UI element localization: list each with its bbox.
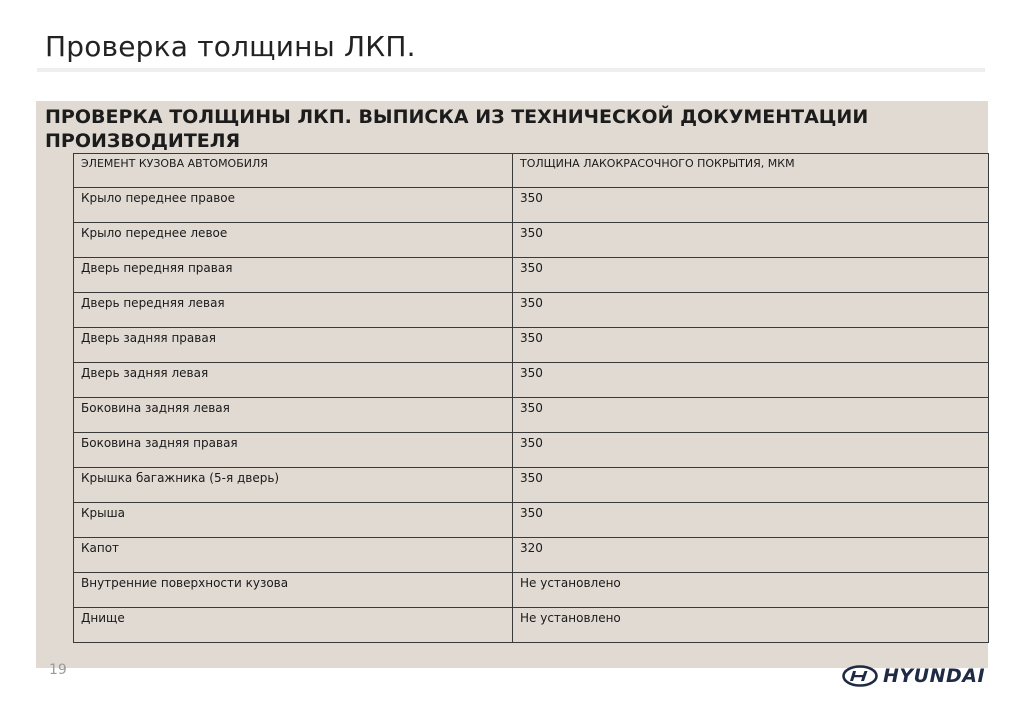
thickness-value-cell: 350 (513, 468, 989, 503)
body-element-cell: Крыша (74, 503, 513, 538)
table-row (74, 608, 989, 643)
thickness-value-cell: 350 (513, 398, 989, 433)
body-element-cell: Крышка багажника (5-я дверь) (74, 468, 513, 503)
body-element-cell: Внутренние поверхности кузова (74, 573, 513, 608)
thickness-value-cell: 350 (513, 223, 989, 258)
thickness-value-cell: 350 (513, 503, 989, 538)
thickness-value-cell: Не установлено (513, 608, 989, 643)
thickness-value-cell: 350 (513, 433, 989, 468)
thickness-value-cell: Не установлено (513, 573, 989, 608)
table-row (74, 223, 989, 258)
column-header-thickness: ТОЛЩИНА ЛАКОКРАСОЧНОГО ПОКРЫТИЯ, МКМ (513, 154, 989, 188)
table-body (74, 188, 989, 643)
table-row (74, 328, 989, 363)
page-number: 19 (49, 662, 67, 678)
thickness-value-cell: 350 (513, 188, 989, 223)
table-row (74, 433, 989, 468)
table-row (74, 188, 989, 223)
table-header-row (74, 154, 989, 188)
thickness-value-cell: 350 (513, 363, 989, 398)
title-divider (37, 68, 985, 72)
hyundai-logo (842, 664, 990, 688)
column-header-element: ЭЛЕМЕНТ КУЗОВА АВТОМОБИЛЯ (74, 154, 513, 188)
thickness-value-cell: 350 (513, 328, 989, 363)
table-row (74, 503, 989, 538)
body-element-cell: Днище (74, 608, 513, 643)
hyundai-emblem-icon (842, 665, 878, 687)
paint-thickness-table (73, 153, 989, 643)
body-element-cell: Боковина задняя правая (74, 433, 513, 468)
body-element-cell: Боковина задняя левая (74, 398, 513, 433)
slide-title: Проверка толщины ЛКП. (45, 30, 416, 63)
body-element-cell: Крыло переднее правое (74, 188, 513, 223)
thickness-value-cell: 350 (513, 258, 989, 293)
body-element-cell: Дверь задняя правая (74, 328, 513, 363)
panel-heading: ПРОВЕРКА ТОЛЩИНЫ ЛКП. ВЫПИСКА ИЗ ТЕХНИЧЕСКОЙ ДОКУМЕНТАЦИИ ПРОИЗВОДИТЕЛЯ (45, 106, 869, 152)
thickness-value-cell: 350 (513, 293, 989, 328)
body-element-cell: Капот (74, 538, 513, 573)
table-row (74, 468, 989, 503)
thickness-value-cell: 320 (513, 538, 989, 573)
body-element-cell: Дверь задняя левая (74, 363, 513, 398)
body-element-cell: Дверь передняя левая (74, 293, 513, 328)
brand-name: HYUNDAI (883, 665, 986, 687)
table-row (74, 573, 989, 608)
table-row (74, 293, 989, 328)
table-row (74, 538, 989, 573)
content-panel (36, 101, 988, 668)
table-row (74, 398, 989, 433)
table-row (74, 258, 989, 293)
body-element-cell: Крыло переднее левое (74, 223, 513, 258)
table-row (74, 363, 989, 398)
body-element-cell: Дверь передняя правая (74, 258, 513, 293)
